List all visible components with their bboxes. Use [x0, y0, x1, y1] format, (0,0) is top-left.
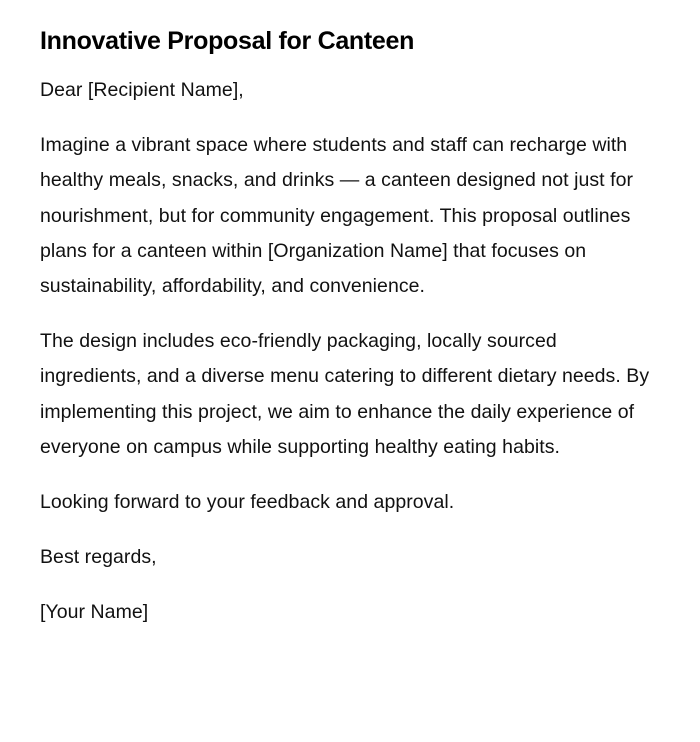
- letter-paragraph-closing-remark: Looking forward to your feedback and approval.: [40, 491, 455, 514]
- letter-paragraph-intro: Imagine a vibrant space where students and staff can recharge with healthy meals, snacks, and drinks — a canteen designed not just for nourishment, but for community engagement. This proposal outlines plans for a canteen within [Organization Name] that focuses on sustainability, affordability, and convenience.: [40, 134, 634, 298]
- letter-signature: [Your Name]: [40, 601, 149, 624]
- letter-closing: Best regards,: [40, 546, 157, 569]
- letter-paragraph-design: The design includes eco-friendly packaging, locally sourced ingredients, and a diverse menu catering to different dietary needs. By implementing this project, we aim to enhance the daily experience of everyone on campus while supporting healthy eating habits.: [40, 330, 650, 458]
- letter-salutation: Dear [Recipient Name],: [40, 79, 244, 101]
- letter-title: Innovative Proposal for Canteen: [40, 27, 415, 55]
